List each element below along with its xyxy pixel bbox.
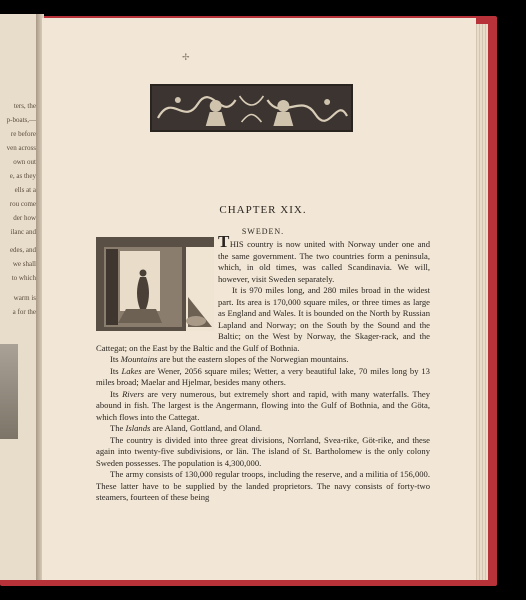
paragraph [96,366,430,389]
paragraph-lead: Its [110,388,123,399]
paragraph-lead: Its [110,365,122,376]
paragraph-lead: The [110,423,126,433]
paragraph-text: The country is divided into three great divisions, Norrland, Svea-rike, Göt-rike, and these again into twenty-five subdivisions, or län. The island of St. Bartholomew is the only colony Sweden possesses. The population is 4,300,000. [96,434,430,468]
paragraph-lead: Its [110,354,121,364]
left-text-line: ilanc and [10,228,36,236]
left-page [0,14,38,580]
left-text-line: rou come [9,200,36,208]
paragraph-term: Islands [125,423,151,433]
paragraph-text: The army consists of 130,000 regular troops, including the reserve, and a militia of 156,000. These latter have to be supplied by the landed proprietors. The navy consists of forty-two steamers, fourteen of these being [96,469,430,502]
body-text [96,232,430,504]
left-text-line: we shall [12,260,36,268]
paragraph [96,354,430,366]
left-text-line: a for the [12,308,36,316]
paragraph-text: are Aland, Gottland, and Oland. [150,423,263,433]
paragraph-text: are but the eastern slopes of the Norwegian mountains. [157,354,349,364]
chapter-heading: CHAPTER XIX. [219,204,307,216]
left-text-line: ven across [6,144,36,152]
left-text-line: own out [13,158,36,166]
paragraph [96,435,430,470]
left-text-line: ells at a [14,186,36,194]
paragraph [96,423,430,435]
paragraph-text: are Wener, 2056 square miles; Wetter, a very beautiful lake, 70 miles long by 13 miles broad; Maelar and Hjelmar, besides many others. [96,365,430,387]
paragraph-term: Rivers [122,388,145,399]
left-text-line: re before [10,130,36,138]
left-text-line: to which [11,274,36,282]
left-text-line: ters, the [13,102,36,110]
paragraph-text: are very numerous, but extremely short and rapid, with many waterfalls. They abound in fish. The largest is the Angermann, flowing into the Gulf of Bothnia, and the Göta, which flows into the Cattegat. [96,388,430,422]
left-text-line: p-boats,— [6,116,36,124]
paragraph-text: HIS country is now united with Norway under one and the same government. The two countries form a peninsula, which, in old times, was called Scandinavia. We will, however, visit Sweden separately. [218,239,430,284]
paragraph [96,469,430,504]
chapter-subtitle: SWEDEN. [241,227,285,236]
paragraph-text: It is 970 miles long, and 280 miles broad in the widest part. Its area is 170,000 square miles, or three times as large as England and Wales. It is bounded on the North by Russian Lapland and Norway; on the South by the Sound and the Baltic; on the West by Norway, the Skager-rack, and the Cattegat; on the East by the Baltic and the Gulf of Bothnia. [96,285,430,353]
paragraph [96,389,430,424]
left-page-illustration [0,344,18,439]
ornamental-headpiece [150,84,353,132]
left-text-line: edes, and [9,246,36,254]
drop-cap: T [218,232,230,251]
vignette-float-space [96,236,218,332]
left-text-line: warm is [13,294,36,302]
paragraph-term: Lakes [121,365,142,376]
paragraph-term: Mountains [120,354,158,364]
ink-mark-icon: ✢ [182,52,190,62]
left-text-line: der how [13,214,36,222]
left-text-line: e, as they [9,172,36,180]
page-edges [474,24,488,580]
